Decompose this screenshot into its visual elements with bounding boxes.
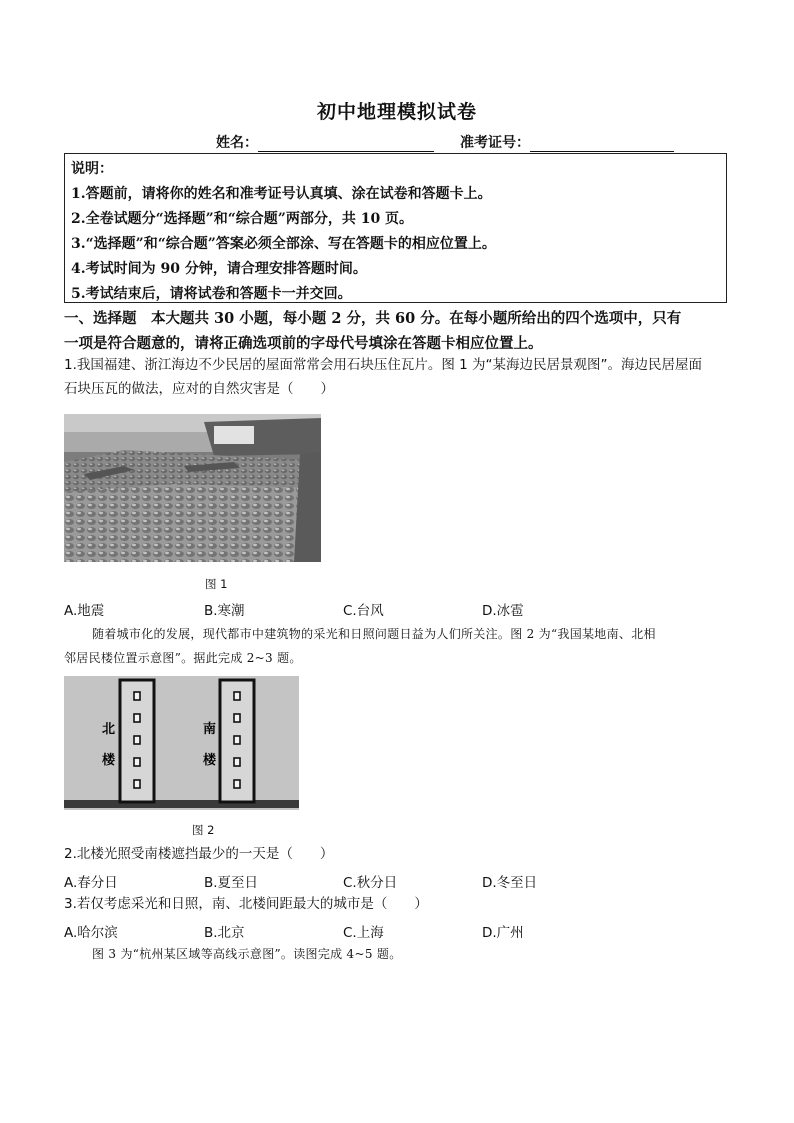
section-heading bbox=[64, 306, 736, 356]
name-label: 姓名： bbox=[216, 135, 258, 151]
q1-option-d[interactable]: D.冰雹 bbox=[482, 603, 524, 619]
instruction-item: 1.答题前，请将你的姓名和准考证号认真填、涂在试卷和答题卡上。 bbox=[71, 186, 492, 202]
q2-option-c[interactable]: C.秋分日 bbox=[343, 875, 398, 891]
q2-option-b[interactable]: B.夏至日 bbox=[204, 875, 259, 891]
q1-option-b[interactable]: B.寒潮 bbox=[204, 603, 245, 619]
instruction-item: 2.全卷试题分“选择题”和“综合题”两部分，共 10 页。 bbox=[71, 211, 414, 227]
instructions-heading: 说明： bbox=[71, 161, 113, 177]
q2-3-intro bbox=[64, 622, 744, 670]
instruction-item: 4.考试时间为 90 分钟，请合理安排答题时间。 bbox=[71, 261, 367, 277]
q4-5-intro: 图 3 为“杭州某区域等高线示意图”。读图完成 4~5 题。 bbox=[92, 947, 402, 961]
section-heading-line: 一、选择题 本大题共 30 小题，每小题 2 分，共 60 分。在每小题所给出的四个选项中，只有 bbox=[64, 310, 682, 327]
south-label-2: 楼 bbox=[203, 753, 217, 768]
q3-option-d[interactable]: D.广州 bbox=[482, 925, 524, 941]
north-label-1: 北 bbox=[102, 722, 116, 737]
question-2-stem: 2.北楼光照受南楼遮挡最少的一天是（ ） bbox=[64, 846, 334, 862]
question-1-line: 1.我国福建、浙江海边不少民居的屋面常常会用石块压住瓦片。图 1 为“某海边民居景观图”。海边民居屋面 bbox=[64, 357, 703, 373]
q3-option-b[interactable]: B.北京 bbox=[204, 925, 245, 941]
instruction-item: 3.“选择题”和“综合题”答案必须全部涂、写在答题卡的相应位置上。 bbox=[71, 236, 496, 252]
instructions-box bbox=[64, 153, 727, 303]
intro-line: 邻居民楼位置示意图”。据此完成 2~3 题。 bbox=[64, 651, 302, 665]
page-title: 初中地理模拟试卷 bbox=[316, 101, 477, 123]
section-heading-line: 一项是符合题意的，请将正确选项前的字母代号填涂在答题卡相应位置上。 bbox=[64, 335, 543, 352]
exam-id-field[interactable] bbox=[530, 137, 674, 152]
q2-option-a[interactable]: A.春分日 bbox=[64, 875, 118, 891]
candidate-info-row bbox=[216, 132, 674, 152]
south-label-1: 南 bbox=[203, 722, 217, 737]
name-field[interactable] bbox=[258, 137, 434, 152]
figure-2-caption: 图 2 bbox=[192, 823, 215, 837]
question-1-line: 石块压瓦的做法，应对的自然灾害是（ ） bbox=[64, 381, 334, 397]
question-3-stem: 3.若仅考虑采光和日照，南、北楼间距最大的城市是（ ） bbox=[64, 896, 428, 912]
q3-option-a[interactable]: A.哈尔滨 bbox=[64, 925, 118, 941]
ground-line bbox=[64, 800, 299, 808]
question-1-stem bbox=[64, 353, 744, 401]
figure-1-photo bbox=[64, 414, 321, 562]
intro-line: 随着城市化的发展，现代都市中建筑物的采光和日照问题日益为人们所关注。图 2 为“我国某地南、北相 bbox=[92, 627, 656, 641]
q1-option-c[interactable]: C.台风 bbox=[343, 603, 384, 619]
figure-1-caption: 图 1 bbox=[205, 577, 228, 591]
exam-id-label: 准考证号： bbox=[460, 135, 530, 151]
figure-2-diagram bbox=[64, 676, 299, 810]
q2-option-d[interactable]: D.冬至日 bbox=[482, 875, 538, 891]
instruction-item: 5.考试结束后，请将试卷和答题卡一并交回。 bbox=[71, 286, 352, 302]
q3-option-c[interactable]: C.上海 bbox=[343, 925, 384, 941]
north-label-2: 楼 bbox=[102, 753, 116, 768]
q1-option-a[interactable]: A.地震 bbox=[64, 603, 105, 619]
